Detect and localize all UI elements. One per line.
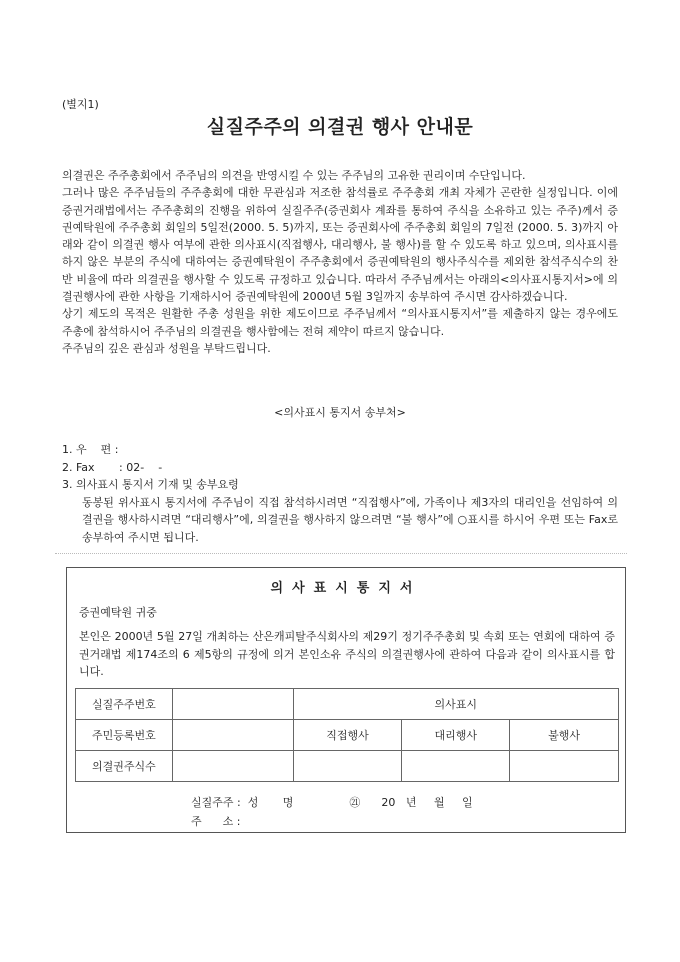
dotted-divider xyxy=(55,553,627,554)
resident-no-field[interactable] xyxy=(172,720,293,751)
shareholder-no-field[interactable] xyxy=(172,689,293,720)
form-title: 의사표시통지서 xyxy=(270,581,422,596)
form-statement: 본인은 2000년 5월 27일 개최하는 산은캐피탈주식회사의 제29기 정기주주총회 및 속회 또는 연회에 대하여 증권거래법 제174조의 6 제5항의 규정에 의거 본인소유 주식의 의결권행사에 관하여 다음과 같이 의사표시를 합니다. xyxy=(79,630,615,678)
abstain-label: 불행사 xyxy=(510,720,619,751)
voting-shares-label: 의결권주식수 xyxy=(76,751,173,782)
paragraph: 주주님의 깊은 관심과 성원을 부탁드립니다. xyxy=(62,341,271,355)
method-heading: 3. 의사표시 통지서 기재 및 송부요령 xyxy=(62,478,239,491)
resident-no-label: 주민등록번호 xyxy=(76,720,173,751)
signature-line: 실질주주 : 성 명 ㉑ 20 년 월 일 xyxy=(191,796,473,809)
page-title: 실질주주의 의결권 행사 안내문 xyxy=(206,116,474,138)
intent-table xyxy=(75,688,619,782)
paragraph: 의결권은 주주총회에서 주주님의 의견을 반영시킬 수 있는 주주님의 고유한 권리이며 수단입니다. xyxy=(62,169,526,182)
intent-header: 의사표시 xyxy=(293,689,618,720)
signature-block xyxy=(191,793,473,831)
address-line: 주 소 : xyxy=(191,815,241,828)
paragraph: 그러나 많은 주주님들의 주주총회에 대한 무관심과 저조한 참석률로 주주총회 개최 자체가 곤란한 실정입니다. 이에 증권거래법에서는 주주총회의 진행을 위하여 실질주주(증권회사 계좌를 통하여 주식을 소유하고 있는 주주)께서 증권예탁원에 주주총회 회일의 5일전(2000. 5. 5)까지, 또는 증권회사에 주주총회 회일의 7일전 (2000. 5. 3)까지 아래와 같이 의결권 행사 여부에 관한 의사표시(직접행사, 대리행사, 불 행사)를 할 수 있도록 하고 있으며, 의사표시를 하지 않은 부분의 주식에 대하여는 증권예탁원이 주주총회에서 증권예탁원의 행사주식수를 제외한 참석주식수의 찬반 비율에 따라 의결권을 행사할 수 있도록 규정하고 있습니다. 따라서 주주님께서는 아래의<의사표시통지서>에 의결권행사에 관한 사항을 기재하시어 증권예탁원에 2000년 5월 3일까지 송부하여 주시면 감사하겠습니다. xyxy=(62,186,618,304)
proxy-vote-label: 대리행사 xyxy=(402,720,510,751)
method-detail: 동봉된 위사표시 통지서에 주주님이 직접 참석하시려면 “직접행사”에, 가족이나 제3자의 대리인을 선임하여 의결권을 행사하시려면 “대리행사”에, 의결권을 행사하지 않으려면 “불 행사”에 ○표시를 하시어 우편 또는 Fax로 송부하여 주시면 됩니다. xyxy=(82,495,618,544)
form-recipient: 증권예탁원 귀중 xyxy=(79,606,157,619)
abstain-mark-cell[interactable] xyxy=(510,751,619,782)
voting-shares-field[interactable] xyxy=(172,751,293,782)
instruction-list xyxy=(62,441,618,546)
annex-label: (별지1) xyxy=(62,98,99,111)
paragraph: 상기 제도의 목적은 원활한 주총 성원을 위한 제도이므로 주주님께서 “의사표시통지서”를 제출하지 않는 경우에도 주총에 참석하시어 주주님의 의결권을 행사함에는 전혀 제약이 따르지 않습니다. xyxy=(62,307,618,338)
shareholder-no-label: 실질주주번호 xyxy=(76,689,173,720)
address-section-title: <의사표시 통지서 송부처> xyxy=(274,406,406,419)
intent-notice-form xyxy=(66,567,626,833)
direct-vote-label: 직접행사 xyxy=(293,720,402,751)
proxy-vote-mark-cell[interactable] xyxy=(402,751,510,782)
fax-item: 2. Fax : 02- - xyxy=(62,460,163,474)
postal-item: 1. 우 편 : xyxy=(62,443,119,456)
notice-body xyxy=(62,167,618,357)
direct-vote-mark-cell[interactable] xyxy=(293,751,402,782)
